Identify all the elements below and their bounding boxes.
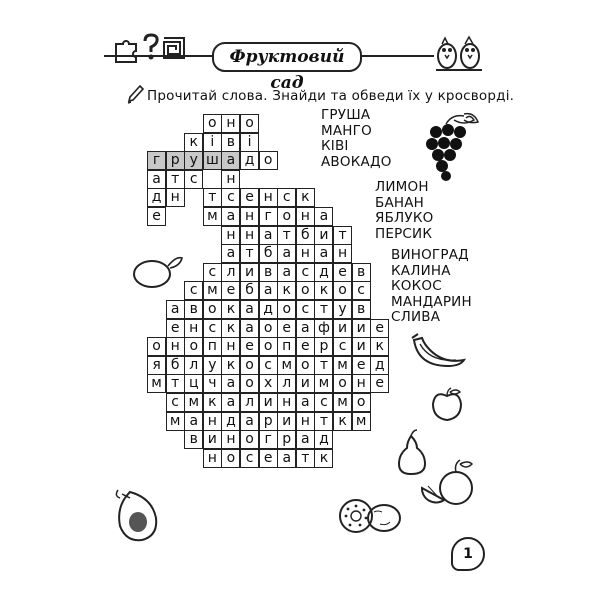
grid-cell[interactable]: о — [203, 114, 222, 133]
grid-cell[interactable]: н — [221, 114, 240, 133]
grid-cell[interactable]: а — [221, 244, 240, 263]
grid-cell[interactable]: е — [277, 319, 296, 338]
grid-cell[interactable]: а — [277, 244, 296, 263]
word-item: ЛИМОН — [375, 179, 429, 195]
grid-cell[interactable]: с — [333, 337, 352, 356]
grid-cell[interactable]: о — [147, 337, 166, 356]
grid-cell[interactable]: р — [166, 151, 185, 170]
grid-cell[interactable]: г — [259, 207, 278, 226]
grid-cell[interactable]: н — [240, 207, 259, 226]
grid-cell[interactable]: н — [221, 170, 240, 189]
grid-cell[interactable]: м — [203, 207, 222, 226]
grid-cell[interactable]: т — [314, 300, 333, 319]
grid-cell[interactable]: т — [166, 170, 185, 189]
grid-cell[interactable]: а — [240, 319, 259, 338]
grid-cell[interactable]: у — [333, 300, 352, 319]
grid-cell[interactable]: т — [277, 226, 296, 245]
page-number-badge: 1 — [451, 537, 485, 571]
grid-cell[interactable]: г — [259, 430, 278, 449]
grid-cell[interactable]: т — [333, 226, 352, 245]
grid-cell[interactable]: д — [314, 430, 333, 449]
word-item: ПЕРСИК — [375, 225, 433, 242]
grid-cell[interactable]: к — [221, 300, 240, 319]
word-list-3 — [391, 248, 472, 326]
grid-cell[interactable]: е — [370, 319, 389, 338]
grid-cell[interactable]: у — [203, 356, 222, 375]
grid-cell[interactable]: к — [221, 356, 240, 375]
grid-cell[interactable]: м — [166, 412, 185, 431]
grid-cell[interactable]: м — [203, 281, 222, 300]
grid-cell[interactable]: и — [259, 393, 278, 412]
grid-cell[interactable]: с — [203, 263, 222, 282]
grid-cell[interactable]: р — [277, 430, 296, 449]
grid-cell[interactable]: с — [184, 170, 203, 189]
grid-cell[interactable]: б — [240, 281, 259, 300]
grid-cell[interactable]: а — [296, 430, 315, 449]
word-item: ЯБЛУКО — [375, 210, 434, 226]
grid-cell[interactable]: н — [277, 393, 296, 412]
grid-cell[interactable]: д — [221, 412, 240, 431]
grid-cell[interactable]: м — [277, 356, 296, 375]
grid-cell[interactable]: л — [240, 393, 259, 412]
grid-cell[interactable]: а — [221, 374, 240, 393]
grid-cell[interactable]: а — [221, 151, 240, 170]
grid-cell[interactable]: и — [352, 319, 371, 338]
grid-cell[interactable]: т — [166, 374, 185, 393]
grid-cell[interactable]: с — [314, 393, 333, 412]
grid-cell[interactable]: а — [240, 300, 259, 319]
grid-cell[interactable]: п — [203, 337, 222, 356]
grid-cell[interactable]: и — [314, 226, 333, 245]
grid-cell[interactable]: д — [147, 188, 166, 207]
grid-cell[interactable]: а — [296, 393, 315, 412]
grid-cell[interactable]: н — [296, 244, 315, 263]
grid-cell[interactable]: а — [259, 281, 278, 300]
instruction-text: Прочитай слова. Знайди та обведи їх у кросворді. — [147, 88, 515, 104]
grapes-icon — [424, 110, 484, 182]
grid-cell[interactable]: е — [240, 188, 259, 207]
grid-cell[interactable]: м — [352, 412, 371, 431]
grid-cell[interactable]: с — [240, 449, 259, 468]
grid-cell[interactable]: ц — [184, 374, 203, 393]
grid-cell[interactable]: т — [314, 356, 333, 375]
grid-cell[interactable]: н — [203, 412, 222, 431]
orange-citrus-icon — [418, 456, 478, 512]
grid-cell[interactable]: о — [184, 337, 203, 356]
word-list-1 — [321, 108, 392, 170]
grid-cell[interactable]: о — [296, 281, 315, 300]
grid-cell[interactable]: я — [147, 356, 166, 375]
grid-cell[interactable]: д — [370, 356, 389, 375]
grid-cell[interactable]: и — [296, 374, 315, 393]
grid-cell[interactable]: е — [296, 337, 315, 356]
grid-cell[interactable]: м — [147, 374, 166, 393]
word-item: СЛИВА — [391, 309, 441, 325]
grid-cell[interactable]: о — [333, 281, 352, 300]
grid-cell[interactable]: с — [259, 356, 278, 375]
grid-cell[interactable]: е — [147, 207, 166, 226]
grid-cell[interactable]: о — [240, 430, 259, 449]
grid-cell[interactable]: е — [333, 263, 352, 282]
grid-cell[interactable]: в — [221, 133, 240, 152]
grid-cell[interactable]: р — [314, 337, 333, 356]
grid-cell[interactable]: о — [240, 374, 259, 393]
grid-cell[interactable]: н — [352, 374, 371, 393]
grid-cell[interactable]: г — [147, 151, 166, 170]
grid-cell[interactable]: ш — [203, 151, 222, 170]
grid-cell[interactable]: л — [184, 356, 203, 375]
grid-cell[interactable]: в — [352, 263, 371, 282]
grid-cell[interactable]: и — [333, 319, 352, 338]
grid-cell[interactable]: б — [259, 244, 278, 263]
grid-cell[interactable]: к — [314, 281, 333, 300]
grid-cell[interactable]: е — [166, 319, 185, 338]
grid-cell[interactable]: и — [352, 337, 371, 356]
grid-cell[interactable]: к — [370, 337, 389, 356]
grid-cell[interactable]: б — [166, 356, 185, 375]
grid-cell[interactable]: к — [184, 133, 203, 152]
word-item: МАНДАРИН — [391, 293, 472, 310]
grid-cell[interactable]: м — [333, 393, 352, 412]
grid-cell[interactable]: е — [352, 356, 371, 375]
grid-cell[interactable]: с — [296, 263, 315, 282]
grid-cell[interactable]: н — [240, 226, 259, 245]
grid-cell[interactable]: в — [184, 300, 203, 319]
grid-cell[interactable]: л — [221, 263, 240, 282]
grid-cell[interactable]: н — [166, 188, 185, 207]
avocado-icon — [110, 486, 166, 544]
grid-cell[interactable]: к — [221, 319, 240, 338]
grid-cell[interactable]: а — [184, 412, 203, 431]
grid-cell[interactable]: в — [184, 430, 203, 449]
grid-cell[interactable]: н — [296, 412, 315, 431]
grid-cell[interactable]: п — [277, 337, 296, 356]
grid-cell[interactable]: о — [333, 374, 352, 393]
grid-cell[interactable]: а — [296, 319, 315, 338]
grid-cell[interactable]: о — [277, 207, 296, 226]
grid-cell[interactable]: о — [240, 356, 259, 375]
grid-cell[interactable]: о — [259, 337, 278, 356]
grid-cell[interactable]: о — [352, 393, 371, 412]
grid-cell[interactable]: о — [203, 300, 222, 319]
grid-cell[interactable]: а — [147, 170, 166, 189]
grid-cell[interactable]: к — [203, 393, 222, 412]
grid-cell[interactable]: в — [259, 263, 278, 282]
grid-cell[interactable]: н — [221, 226, 240, 245]
grid-cell[interactable]: м — [184, 393, 203, 412]
grid-cell[interactable]: а — [221, 207, 240, 226]
grid-cell[interactable]: а — [166, 300, 185, 319]
grid-cell[interactable]: н — [221, 430, 240, 449]
grid-cell[interactable]: о — [277, 300, 296, 319]
grid-cell[interactable]: с — [352, 281, 371, 300]
grid-cell[interactable]: и — [277, 412, 296, 431]
grid-cell[interactable]: ч — [203, 374, 222, 393]
word-list-2 — [375, 180, 433, 242]
grid-cell[interactable]: р — [259, 412, 278, 431]
grid-cell[interactable]: т — [240, 244, 259, 263]
grid-cell[interactable]: д — [240, 151, 259, 170]
grid-cell[interactable]: е — [259, 449, 278, 468]
grid-cell[interactable]: к — [296, 188, 315, 207]
grid-cell[interactable]: а — [221, 393, 240, 412]
grid-cell[interactable]: о — [296, 356, 315, 375]
grid-cell[interactable]: е — [240, 337, 259, 356]
word-item: КОКОС — [391, 278, 442, 294]
grid-cell[interactable]: о — [259, 319, 278, 338]
grid-cell[interactable]: д — [314, 263, 333, 282]
grid-cell[interactable]: с — [203, 319, 222, 338]
grid-cell[interactable]: с — [184, 281, 203, 300]
grid-cell[interactable]: н — [296, 207, 315, 226]
grid-cell[interactable]: т — [203, 188, 222, 207]
banana-icon — [410, 330, 466, 374]
grid-cell[interactable]: і — [240, 133, 259, 152]
grid-cell[interactable]: т — [296, 449, 315, 468]
grid-cell[interactable]: с — [221, 188, 240, 207]
grid-cell[interactable]: е — [221, 281, 240, 300]
grid-cell[interactable]: н — [203, 449, 222, 468]
grid-cell[interactable]: н — [221, 337, 240, 356]
kiwi-icon — [336, 496, 404, 536]
grid-cell[interactable]: а — [277, 449, 296, 468]
page-title: Фруктовий сад — [212, 42, 362, 72]
grid-cell[interactable]: к — [314, 449, 333, 468]
grid-cell[interactable]: х — [259, 374, 278, 393]
apple-icon — [430, 386, 464, 422]
grid-cell[interactable]: а — [314, 244, 333, 263]
grid-cell[interactable]: о — [221, 449, 240, 468]
grid-cell[interactable]: м — [333, 356, 352, 375]
grid-cell[interactable]: и — [240, 263, 259, 282]
grid-cell[interactable]: а — [277, 263, 296, 282]
grid-cell[interactable]: и — [203, 430, 222, 449]
grid-cell[interactable]: с — [277, 188, 296, 207]
word-item: КАЛИНА — [391, 262, 451, 279]
grid-cell[interactable]: с — [296, 300, 315, 319]
grid-cell[interactable]: н — [166, 337, 185, 356]
grid-cell[interactable]: д — [259, 300, 278, 319]
grid-cell[interactable]: т — [314, 412, 333, 431]
grid-cell[interactable]: у — [184, 151, 203, 170]
grid-cell[interactable]: а — [259, 226, 278, 245]
word-item: ГРУША — [321, 107, 371, 123]
lemon-icon — [132, 254, 184, 292]
grid-cell[interactable]: н — [259, 188, 278, 207]
grid-cell[interactable]: о — [240, 114, 259, 133]
grid-cell[interactable]: а — [240, 412, 259, 431]
grid-cell[interactable]: м — [314, 374, 333, 393]
grid-cell[interactable]: н — [333, 244, 352, 263]
word-item: АВОКАДО — [321, 153, 392, 170]
grid-cell[interactable]: в — [352, 300, 371, 319]
word-item: МАНГО — [321, 122, 372, 139]
grid-cell[interactable]: о — [259, 151, 278, 170]
grid-cell[interactable]: а — [314, 207, 333, 226]
grid-cell[interactable]: с — [166, 393, 185, 412]
grid-cell[interactable]: н — [184, 319, 203, 338]
word-item: БАНАН — [375, 194, 425, 211]
grid-cell[interactable]: е — [370, 374, 389, 393]
grid-cell[interactable]: і — [203, 133, 222, 152]
grid-cell[interactable]: к — [333, 412, 352, 431]
grid-cell[interactable]: ф — [314, 319, 333, 338]
grid-cell[interactable]: л — [277, 374, 296, 393]
word-item: ВИНОГРАД — [391, 247, 469, 263]
grid-cell[interactable]: к — [277, 281, 296, 300]
word-item: КІВІ — [321, 138, 349, 154]
grid-cell[interactable]: б — [296, 226, 315, 245]
